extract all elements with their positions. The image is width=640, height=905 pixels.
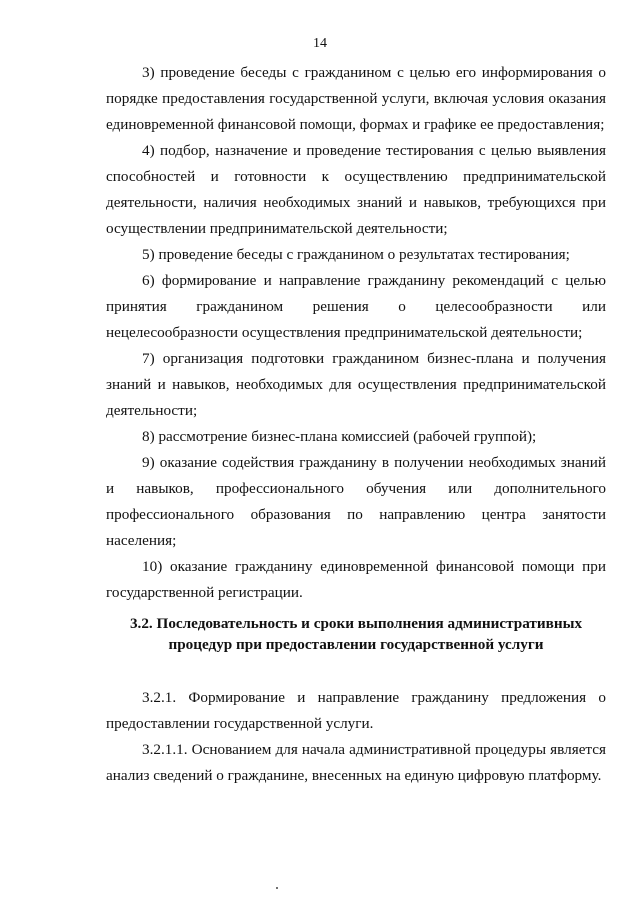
scan-artifact-dot (276, 887, 278, 889)
paragraph-3-2-1: 3.2.1. Формирование и направление гражданину предложения о предоставлении государственной услуги. (106, 689, 606, 732)
paragraph-3-2-1-1: 3.2.1.1. Основанием для начала административной процедуры является анализ сведений о гражданине, внесенных на единую цифровую платформу. (106, 741, 606, 784)
paragraph-item-3: 3) проведение беседы с гражданином с целью его информирования о порядке предоставления государственной услуги, включая условия оказания единовременной финансовой помощи, формах и графике ее предоставления; (106, 64, 606, 133)
document-body (106, 60, 606, 789)
paragraph-item-4: 4) подбор, назначение и проведение тестирования с целью выявления способностей и готовности к осуществлению предпринимательской деятельности, наличия необходимых знаний и навыков, требующихся при осуществлении предпринимательской деятельности; (106, 142, 606, 237)
paragraph-item-8: 8) рассмотрение бизнес-плана комиссией (рабочей группой); (142, 428, 537, 445)
paragraph-item-6: 6) формирование и направление гражданину рекомендаций с целью принятия гражданином решения о целесообразности или нецелесообразности осуществления предпринимательской деятельности; (106, 272, 606, 341)
paragraph-item-9: 9) оказание содействия гражданину в получении необходимых знаний и навыков, профессионального обучения или дополнительного профессионального образования по направлению центра занятости населения; (106, 454, 606, 549)
section-heading-line-1: 3.2. Последовательность и сроки выполнения административных (129, 615, 583, 632)
paragraph-item-5: 5) проведение беседы с гражданином о результатах тестирования; (142, 246, 570, 263)
section-heading-line-2: процедур при предоставлении государственной услуги (168, 636, 544, 653)
page-number: 14 (313, 36, 327, 51)
paragraph-item-7: 7) организация подготовки гражданином бизнес-плана и получения знаний и навыков, необходимых для осуществления предпринимательской деятельности; (106, 350, 606, 419)
section-heading (106, 613, 606, 655)
paragraph-item-10: 10) оказание гражданину единовременной финансовой помощи при государственной регистрации. (106, 558, 606, 601)
